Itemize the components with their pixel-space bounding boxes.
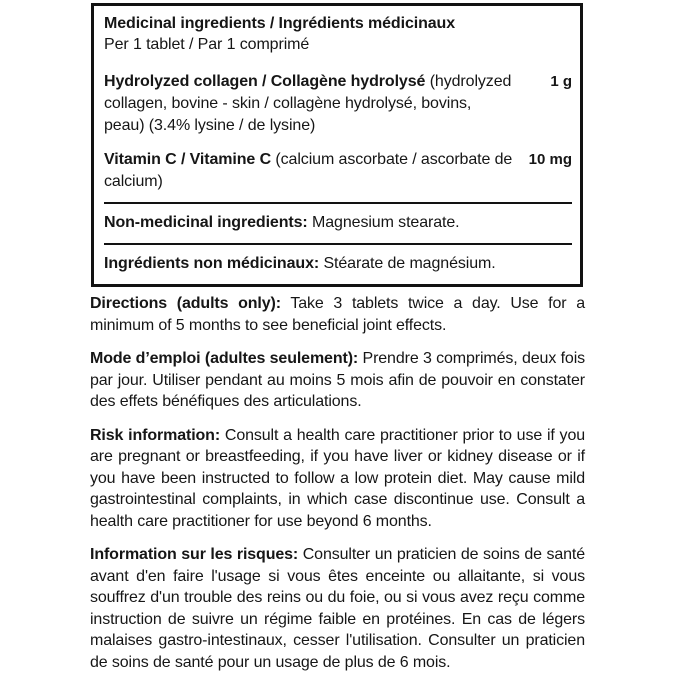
- directions-label-fr: Mode d’emploi (adultes seulement):: [90, 350, 359, 367]
- ingredient-vitamin-c-amount: 10 mg: [528, 151, 572, 168]
- directions-paragraph-fr: [90, 348, 585, 413]
- risk-label-en: Risk information:: [90, 426, 221, 444]
- directions-label-en: Directions (adults only):: [90, 295, 281, 312]
- serving-size: Per 1 tablet / Par 1 comprimé: [104, 36, 310, 53]
- non-medicinal-text-en: Magnesium stearate.: [312, 214, 460, 231]
- non-medicinal-label-en: Non-medicinal ingredients:: [104, 214, 308, 231]
- medicinal-ingredients-panel: [91, 3, 583, 287]
- risk-text-en: Consult a health care practitioner prior to use if you are pregnant or breastfeeding, if you have liver or kidney disease or if you have been instructed to follow a low protein diet. May cause mild gastrointestinal complaints, in which case discontinue use. Consult a health care practitioner for use beyond 6 months.: [90, 426, 585, 530]
- non-medicinal-ingredients-en: [104, 212, 572, 234]
- panel-title: Medicinal ingredients / Ingrédients médicinaux: [104, 15, 456, 32]
- risk-label-fr: Information sur les risques:: [90, 546, 299, 563]
- risk-text-fr: Consulter un praticien de soins de santé avant d'en faire l'usage si vous êtes enceinte ou allaitante, si vous souffrez d'un trouble des reins ou du foie, ou si vous avez reçu comme instruction de suivre un régime faible en protéines. En cas de légers malaises gastro-intestinaux, cesser l'utilisation. Consulter un praticien de soins de santé pour un usage de plus de 6 mois.: [90, 546, 585, 671]
- non-medicinal-text-fr: Stéarate de magnésium.: [323, 255, 496, 272]
- risk-paragraph-fr: [90, 544, 585, 673]
- ingredient-vitamin-c-text: [104, 149, 516, 193]
- ingredient-collagen-amount: 1 g: [550, 73, 572, 90]
- divider: [104, 202, 572, 204]
- divider: [104, 243, 572, 245]
- ingredient-row-collagen: [104, 71, 572, 137]
- risk-paragraph-en: [90, 425, 585, 533]
- ingredient-collagen-name: Hydrolyzed collagen / Collagène hydrolysé: [104, 73, 426, 90]
- non-medicinal-ingredients-fr: [104, 253, 572, 275]
- directions-text-en: Take 3 tablets twice a day. Use for a minimum of 5 months to see beneficial joint effects.: [90, 295, 585, 334]
- ingredient-row-vitamin-c: [104, 149, 572, 193]
- directions-text-fr: Prendre 3 comprimés, deux fois par jour. Utiliser pendant au moins 5 mois afin de pouvoir en constater des effets bénéfiques des articulations.: [90, 350, 586, 410]
- label-body-text: [90, 293, 585, 673]
- ingredient-collagen-details: (hydrolyzed collagen, bovine - skin / collagène hydrolysé, bovins, peau) (3.4% lysine / de lysine): [104, 73, 512, 134]
- directions-paragraph-en: [90, 293, 585, 336]
- ingredient-vitamin-c-details: (calcium ascorbate / ascorbate de calcium): [104, 151, 513, 190]
- ingredient-vitamin-c-name: Vitamin C / Vitamine C: [104, 151, 272, 168]
- non-medicinal-label-fr: Ingrédients non médicinaux:: [104, 255, 320, 272]
- ingredient-collagen-text: [104, 71, 516, 137]
